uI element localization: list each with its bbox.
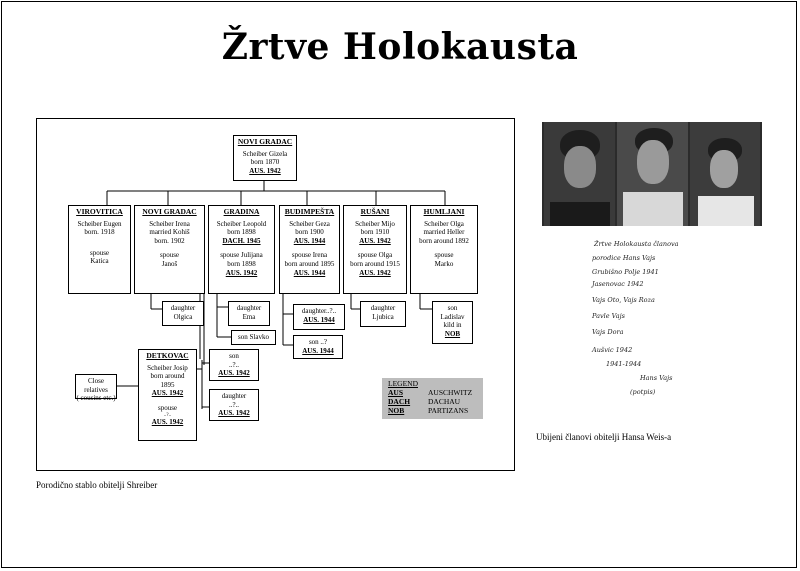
child-place: GRADINA (223, 207, 260, 216)
page-title: Žrtve Holokausta (221, 26, 579, 68)
detkovac-spouse-fate: AUS. 1942 (151, 417, 184, 426)
relatives-line1: Close relatives (84, 377, 108, 394)
portrait-photo-2 (617, 122, 688, 226)
child-spouse-label: spouse Julijana (220, 251, 263, 260)
photos-caption: Ubijeni članovi obitelji Hansa Weis-a (536, 432, 672, 442)
child-spouse: Janoš (161, 259, 178, 268)
root-name: Scheiber Gizela (242, 149, 288, 158)
child-married: married Heller (423, 228, 465, 237)
child-place: NOVI GRADAC (142, 207, 197, 216)
relatives-line2: ( cousins etc.) (76, 394, 116, 403)
child-place: BUDIMPEŠTA (284, 207, 335, 216)
detkovac-name: Scheiber Josip (147, 363, 188, 372)
child-fate: AUS. 1944 (293, 236, 326, 245)
detkovac-box (138, 349, 197, 441)
legend (382, 378, 483, 419)
grandchild-fate: NOB (444, 329, 461, 338)
child-name: Scheiber Irena (149, 219, 190, 228)
child-box-budimpesta (279, 205, 340, 294)
root-place: NOVI GRADAC (237, 137, 293, 146)
child-spouse-fate: AUS. 1942 (359, 268, 391, 277)
grandchild-geza-daughter (293, 304, 345, 330)
grandchild-fate: AUS. 1944 (302, 346, 334, 355)
child-spouse-born: born around 1895 (284, 259, 335, 268)
grandchild-ema (228, 301, 270, 326)
child-fate: AUS. 1942 (359, 236, 391, 245)
root-born: born 1870 (250, 158, 280, 167)
child-born: born 1898 (227, 228, 256, 237)
child-name: Scheiber Leopold (216, 219, 267, 228)
child-spouse: Marko (434, 259, 454, 268)
grandchild-label: daughter (236, 304, 262, 312)
family-tree-panel (36, 118, 515, 471)
child-box-novi-gradac (134, 205, 205, 294)
child-place: VIROVITICA (76, 207, 123, 216)
child-spouse-born: born around 1915 (350, 259, 400, 268)
detkovac-son-box (209, 349, 259, 381)
child-spouse-label: spouse (434, 251, 454, 260)
child-spouse-label: spouse (89, 248, 110, 257)
detkovac-place: DETKOVAC (146, 351, 189, 360)
handwritten-letter: Žrtve Holokausta članova porodice Hans Vajs Grubišno Polje 1941 Jasenovac 1942 Vajs Oto, Vajs Roza Pavle Vajs Vajs Dora Aušvic 1942 1941-1944 Hans Vajs (potpis) (592, 240, 679, 396)
child-spouse-fate: AUS. 1942 (225, 268, 258, 277)
grandchild-fate: AUS. 1944 (303, 315, 335, 324)
child-box-humljani (410, 205, 478, 294)
grandchild-name: Olgica (173, 312, 193, 321)
detkovac-spouse: ..?.. (163, 412, 172, 418)
child-spouse-label: spouse (159, 251, 180, 260)
child-name: Scheiber Mijo (355, 219, 395, 228)
root-fate: AUS. 1942 (249, 166, 281, 175)
legend-label: AUSCHWITZ (428, 388, 473, 397)
detkovac-daughter-fate: AUS. 1942 (218, 409, 250, 418)
grandchild-label: daughter..?.. (301, 307, 337, 315)
child-spouse-fate: AUS. 1944 (293, 268, 326, 277)
legend-label: DACHAU (428, 397, 461, 406)
relatives-box (75, 374, 117, 403)
grandchild-name: Ljubica (372, 312, 394, 321)
child-name: Scheiber Olga (424, 219, 464, 228)
detkovac-fate: AUS. 1942 (151, 389, 184, 398)
child-place: RUŠANI (360, 207, 390, 216)
child-born: born. 1902 (154, 236, 185, 245)
child-born: born. 1918 (84, 228, 115, 237)
child-box-virovitica (68, 205, 131, 294)
child-box-rusani (343, 205, 407, 294)
legend-label: PARTIZANS (428, 406, 469, 415)
child-married: married Kohiš (149, 228, 190, 237)
child-spouse-born: born 1898 (227, 259, 256, 268)
grandchild-fate-text: kild in (443, 321, 462, 330)
child-name: Scheiber Geza (289, 219, 330, 228)
grandchild-name: Ladislav (440, 312, 465, 321)
detkovac-daughter-name: ..?.. (228, 400, 240, 409)
legend-title: LEGEND (388, 379, 418, 388)
child-spouse-label: spouse Irena (291, 251, 328, 260)
legend-abbr: DACH (388, 397, 411, 406)
child-place: HUMLJANI (423, 207, 465, 216)
child-born: born 1900 (295, 228, 324, 237)
detkovac-daughter-box (209, 389, 259, 421)
grandchild-ladislav (432, 301, 473, 344)
child-fate: DACH. 1945 (222, 236, 261, 245)
child-born: born around 1892 (419, 236, 469, 245)
child-name: Scheiber Eugen (77, 219, 122, 228)
grandchild-label: son (447, 304, 458, 312)
legend-abbr: AUS (388, 388, 404, 397)
detkovac-son-label: son (229, 352, 239, 360)
portrait-photo-1 (544, 122, 615, 226)
child-born: born 1910 (360, 228, 390, 237)
child-spouse-label: spouse Olga (357, 251, 393, 260)
portrait-photos (542, 122, 762, 226)
child-box-gradina (208, 205, 275, 294)
grandchild-olgica (162, 301, 204, 326)
grandchild-label: daughter (370, 304, 396, 312)
legend-abbr: NOB (388, 406, 405, 415)
detkovac-spouse-label: spouse (157, 403, 178, 412)
detkovac-born1: born around (150, 372, 185, 381)
grandchild-ljubica (360, 301, 406, 327)
portrait-photo-3 (690, 122, 760, 226)
detkovac-son-fate: AUS. 1942 (218, 369, 250, 378)
grandchild-name: Ema (242, 312, 256, 321)
grandchild-label: son ..? (308, 338, 328, 346)
detkovac-son-name: ..?.. (228, 360, 240, 369)
grandchild-slavko (231, 330, 276, 345)
grandchild-label: daughter (170, 304, 196, 312)
grandchild-geza-son (293, 335, 343, 359)
grandchild-label: son Slavko (238, 333, 269, 341)
root-box (233, 135, 297, 181)
detkovac-born2: 1895 (160, 380, 175, 389)
detkovac-daughter-label: daughter (221, 392, 247, 400)
child-spouse: Katica (90, 257, 109, 266)
tree-caption: Porodično stablo obitelji Shreiber (36, 480, 158, 490)
